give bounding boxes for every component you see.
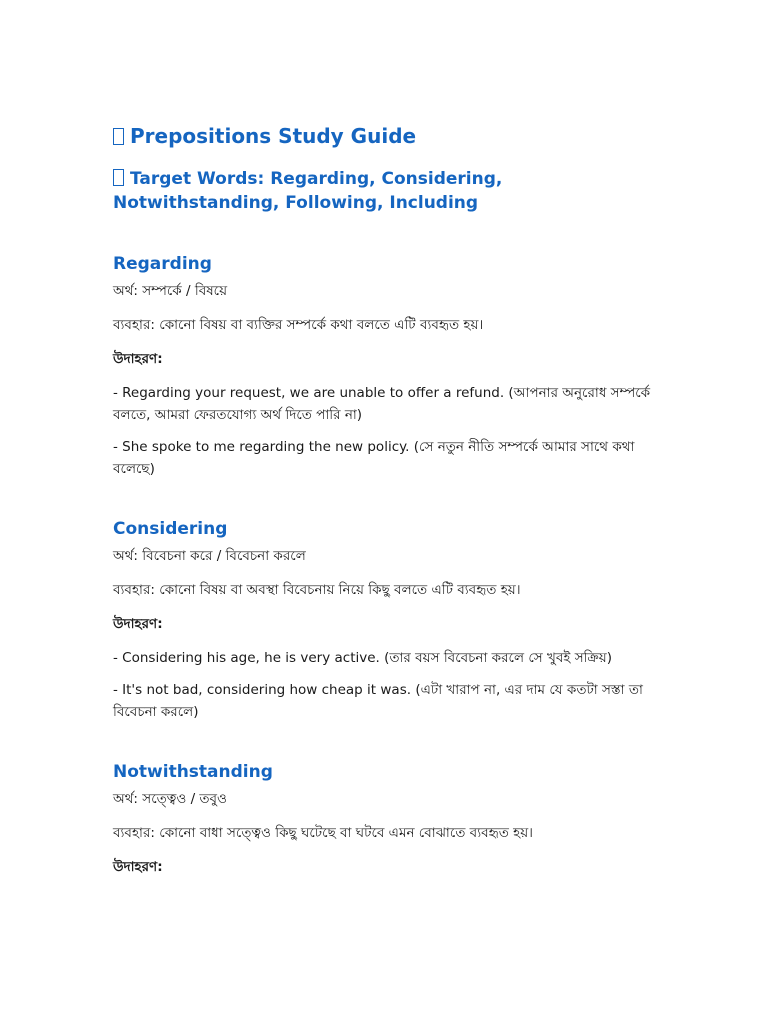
document-subtitle-text: Target Words: Regarding, Considering, Notwithstanding, Following, Including [113, 169, 503, 213]
examples-label: উদাহরণ: [113, 351, 163, 367]
meaning-line: অর্থ: সম্পর্কে / বিষয়ে [113, 283, 228, 299]
section-considering [113, 518, 673, 723]
usage-line: ব্যবহার: কোনো বাধা সত্ত্বেও কিছু ঘটেছে বা ঘটবে এমন বোঝাতে ব্যবহৃত হয়। [113, 825, 534, 841]
document-page [113, 122, 673, 916]
examples-label: উদাহরণ: [113, 616, 163, 632]
section-regarding [113, 253, 673, 480]
meaning-line: অর্থ: বিবেচনা করে / বিবেচনা করলে [113, 548, 306, 564]
examples-label: উদাহরণ: [113, 859, 163, 875]
section-notwithstanding [113, 761, 673, 878]
example-line: - She spoke to me regarding the new policy. (সে নতুন নীতি সম্পর্কে আমার সাথে কথা বলেছে) [113, 439, 635, 477]
example-line: - It's not bad, considering how cheap it was. (এটা খারাপ না, এর দাম যে কতটা সস্তা তা বিবেচনা করলে) [113, 682, 643, 720]
target-icon [113, 169, 124, 186]
document-title [113, 122, 673, 150]
word-heading: Notwithstanding [113, 762, 273, 782]
word-heading: Considering [113, 519, 228, 539]
document-title-text: Prepositions Study Guide [130, 124, 417, 148]
usage-line: ব্যবহার: কোনো বিষয় বা অবস্থা বিবেচনায় নিয়ে কিছু বলতে এটি ব্যবহৃত হয়। [113, 582, 521, 598]
example-line: - Regarding your request, we are unable to offer a refund. (আপনার অনুরোধ সম্পর্কে বলতে, আমরা ফেরতযোগ্য অর্থ দিতে পারি না) [113, 385, 651, 423]
meaning-line: অর্থ: সত্ত্বেও / তবুও [113, 791, 227, 807]
example-line: - Considering his age, he is very active. (তার বয়স বিবেচনা করলে সে খুবই সক্রিয়) [113, 650, 612, 666]
word-heading: Regarding [113, 254, 212, 274]
usage-line: ব্যবহার: কোনো বিষয় বা ব্যক্তির সম্পর্কে কথা বলতে এটি ব্যবহৃত হয়। [113, 317, 484, 333]
document-subtitle [113, 167, 673, 215]
book-icon [113, 128, 124, 145]
